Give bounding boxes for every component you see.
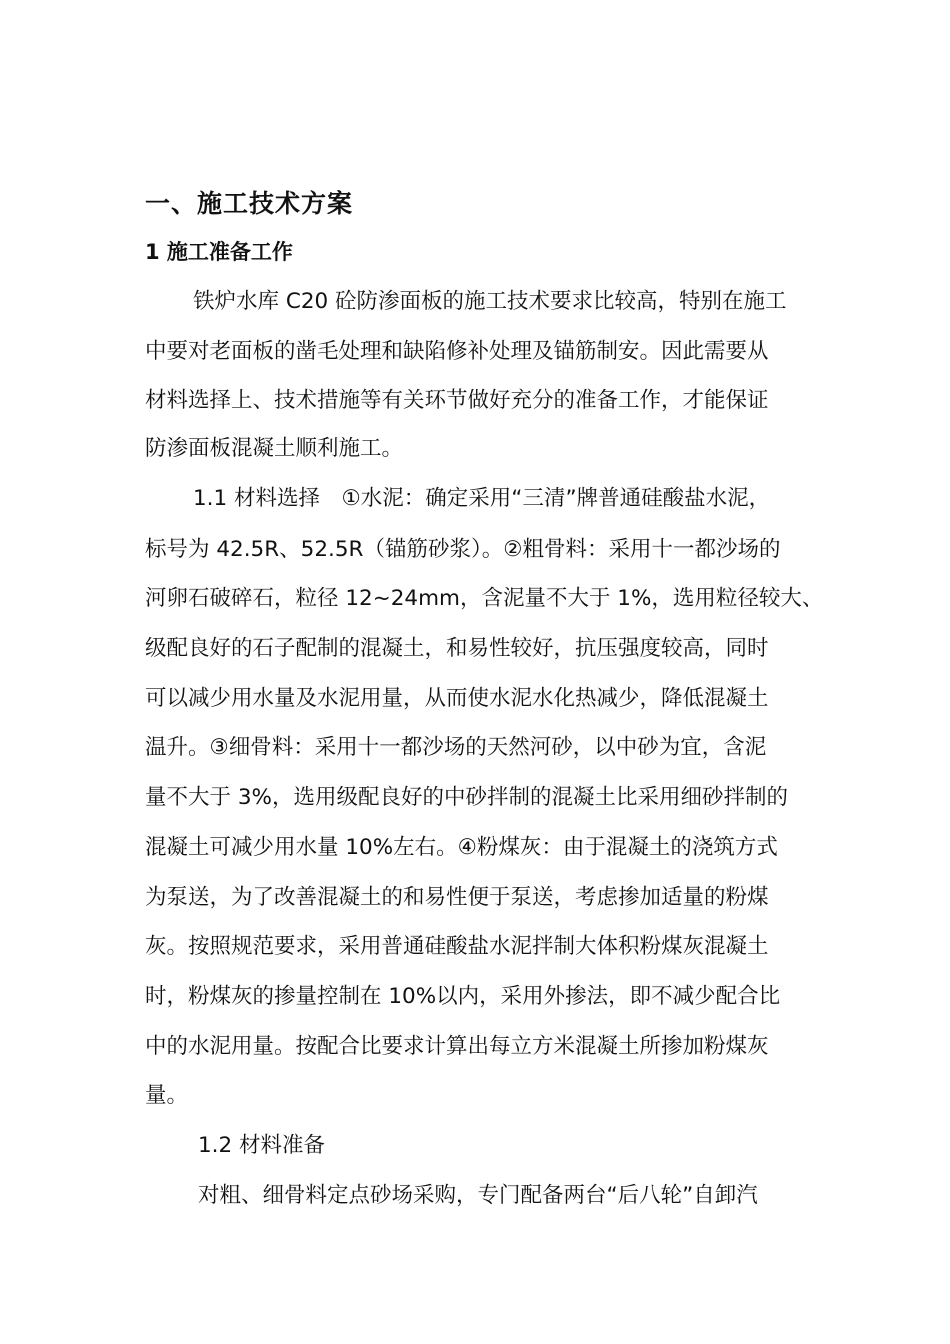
- paragraph-line: 温升。③细骨料：采用十一都沙场的天然河砂，以中砂为宜，含泥: [145, 735, 767, 760]
- paragraph-line: 混凝土可减少用水量 10%左右。④粉煤灰：由于混凝土的浇筑方式: [145, 835, 778, 860]
- paragraph-line: 级配良好的石子配制的混凝土，和易性较好，抗压强度较高，同时: [145, 636, 769, 661]
- subsection-heading: 1.2 材料准备: [198, 1133, 326, 1158]
- paragraph-line: 铁炉水库 C20 砼防渗面板的施工技术要求比较高，特别在施工: [193, 289, 787, 314]
- paragraph-line: 为泵送，为了改善混凝土的和易性便于泵送，考虑掺加适量的粉煤: [145, 885, 769, 910]
- paragraph-line: 时，粉煤灰的掺量控制在 10%以内，采用外掺法，即不减少配合比: [145, 984, 781, 1009]
- paragraph-line: 防渗面板混凝土顺利施工。: [145, 436, 404, 461]
- section-title: 一、施工技术方案: [145, 189, 354, 218]
- subsection-title: 1 施工准备工作: [145, 240, 293, 264]
- paragraph-line: 量不大于 3%，选用级配良好的中砂拌制的混凝土比采用细砂拌制的: [145, 785, 788, 810]
- paragraph-line: 河卵石破碎石，粒径 12~24mm，含泥量不大于 1%，选用粒径较大、: [145, 586, 824, 611]
- paragraph-line: 量。: [145, 1083, 189, 1108]
- paragraph-line: 中要对老面板的凿毛处理和缺陷修补处理及锚筋制安。因此需要从: [145, 339, 769, 364]
- paragraph-line: 中的水泥用量。按配合比要求计算出每立方米混凝土所掺加粉煤灰: [145, 1034, 769, 1059]
- paragraph-line: 对粗、细骨料定点砂场采购，专门配备两台“后八轮”自卸汽: [198, 1183, 758, 1208]
- paragraph-line: 1.1 材料选择 ①水泥：确定采用“三清”牌普通硅酸盐水泥，: [193, 486, 771, 511]
- paragraph-line: 可以减少用水量及水泥用量，从而使水泥水化热减少，降低混凝土: [145, 686, 769, 711]
- paragraph-line: 灰。按照规范要求，采用普通硅酸盐水泥拌制大体积粉煤灰混凝土: [145, 934, 769, 959]
- paragraph-line: 标号为 42.5R、52.5R（锚筋砂浆）。②粗骨料：采用十一都沙场的: [145, 537, 781, 562]
- paragraph-line: 材料选择上、技术措施等有关环节做好充分的准备工作，才能保证: [145, 388, 769, 413]
